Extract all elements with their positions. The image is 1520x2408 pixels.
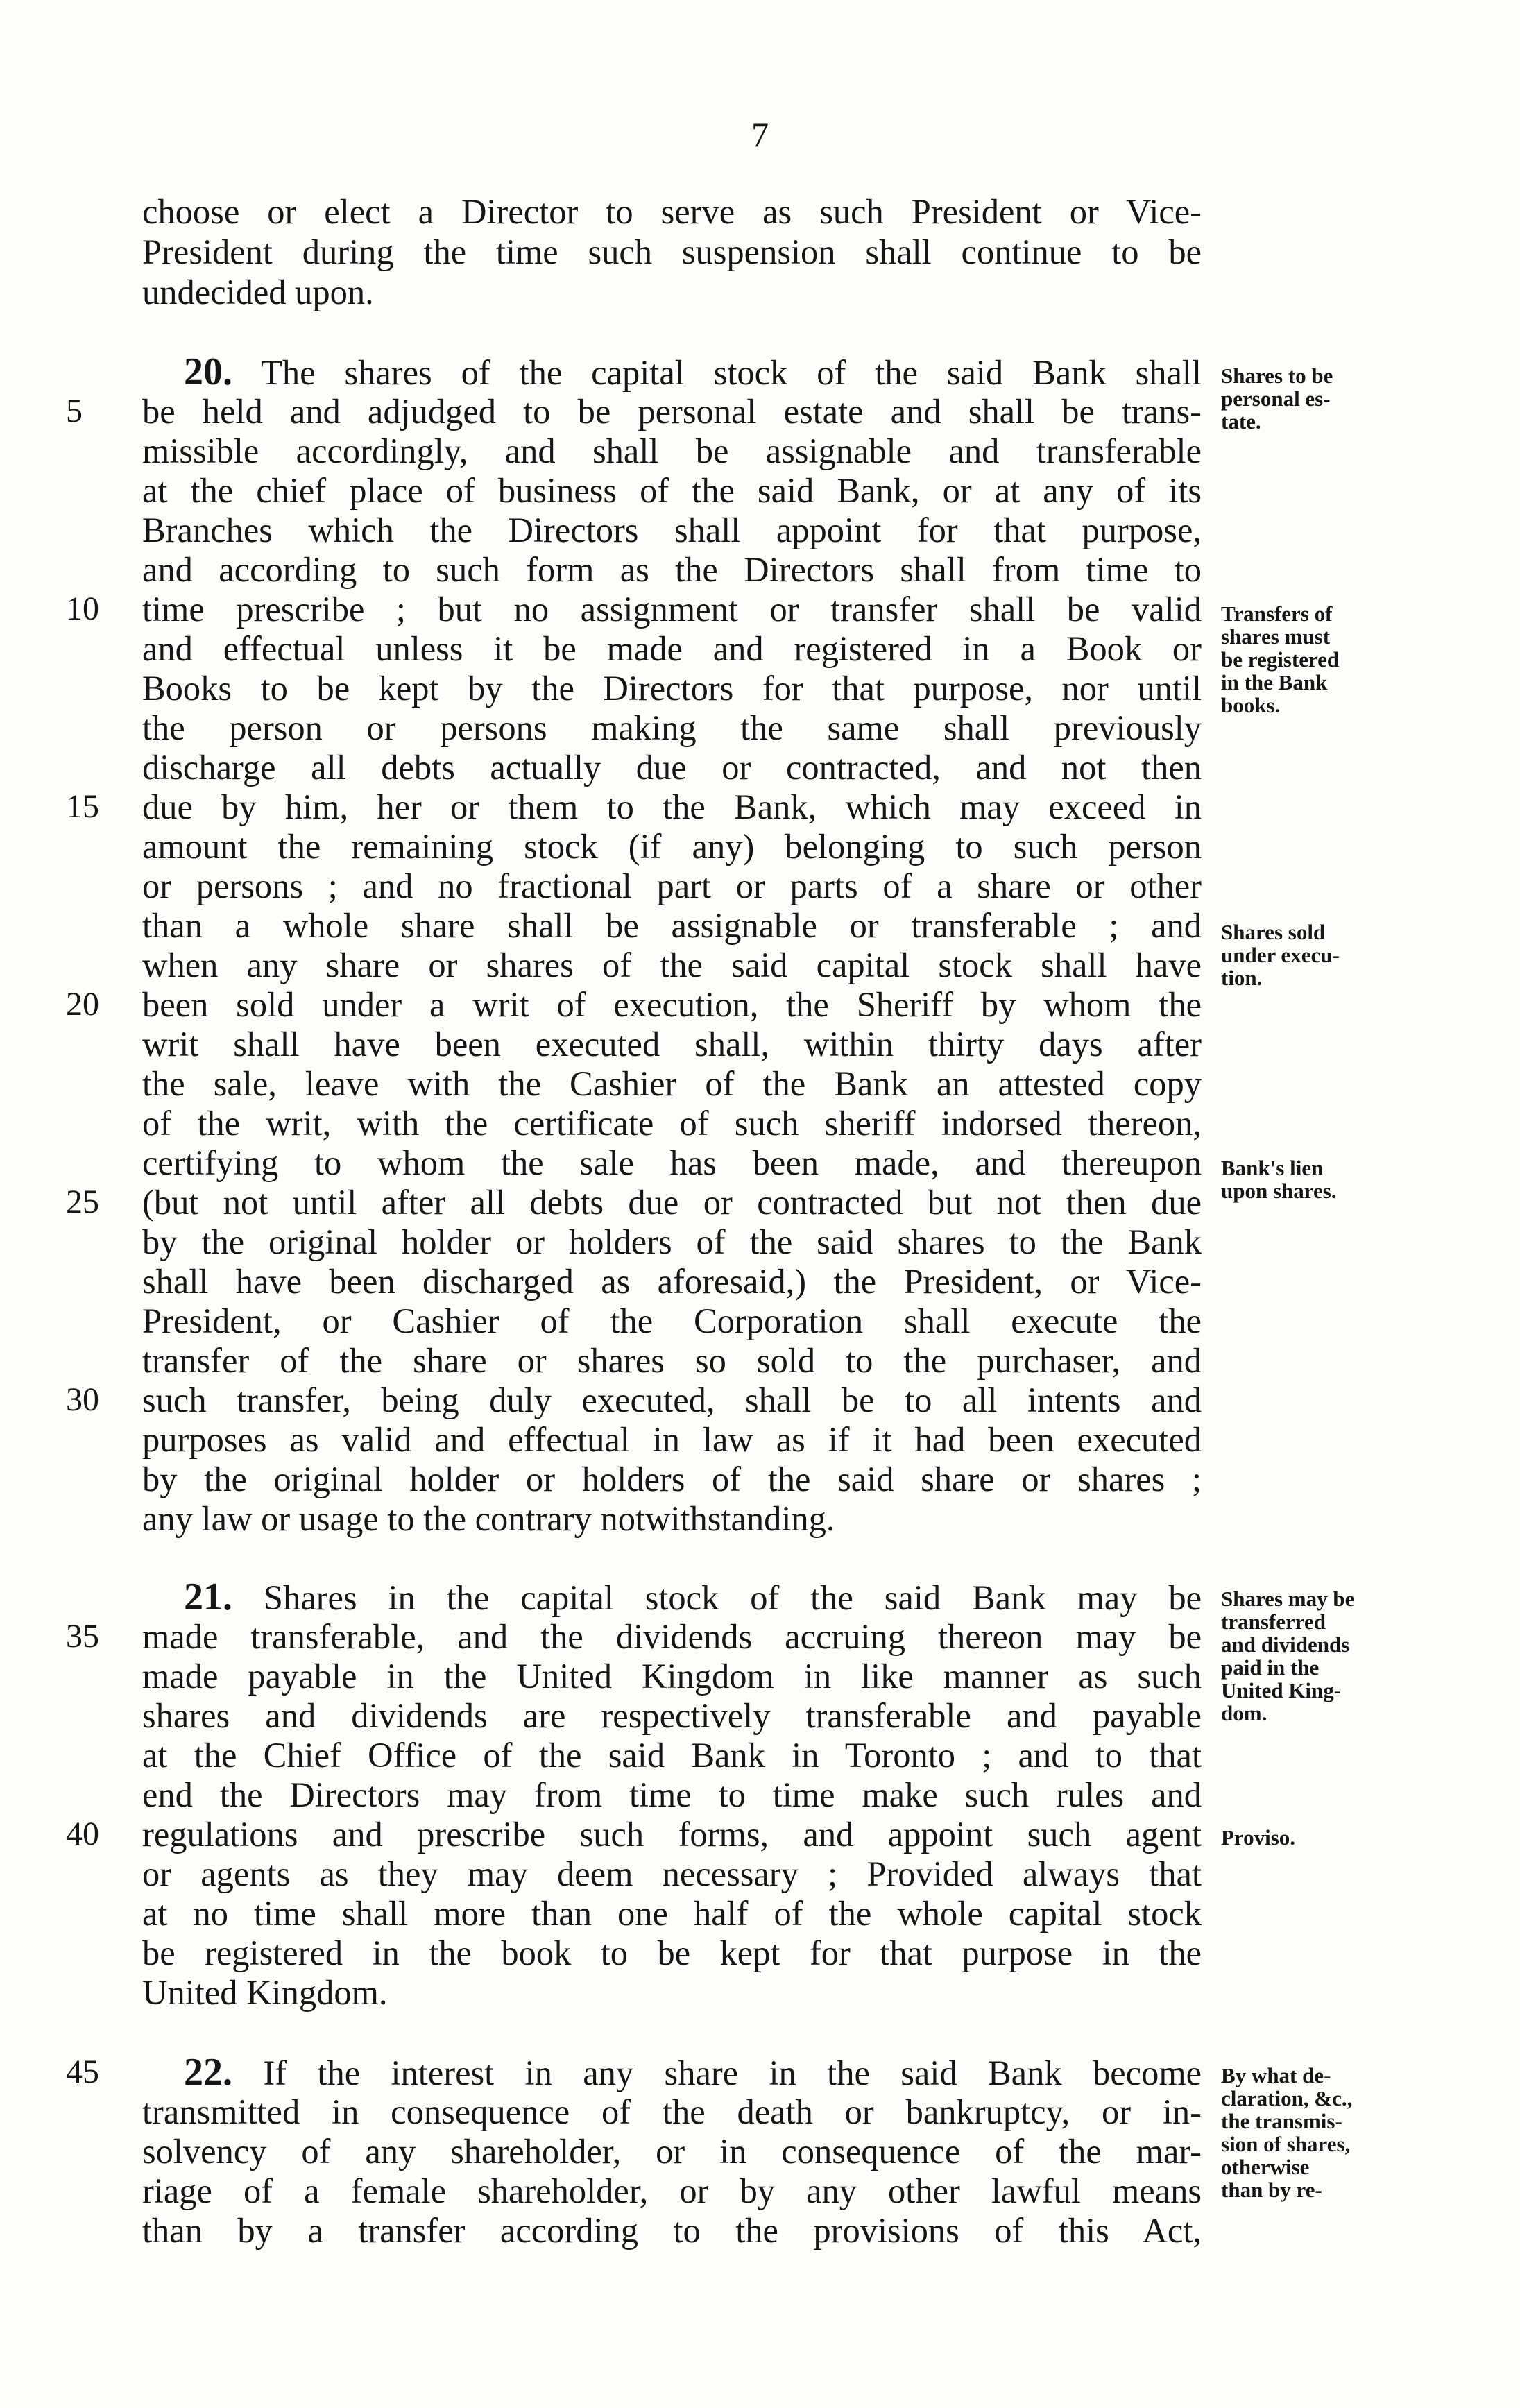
line-number: 15 [66, 788, 99, 825]
margin-note-shares-under-execution: Shares sold under execu- tion. [1221, 920, 1340, 990]
body-line-3: undecided upon. [142, 273, 374, 311]
body-line-26: by the original holder or holders of the said shares to the Bank [142, 1222, 1202, 1261]
body-line-41: or agents as they may deem necessary ; Provided always that [142, 1854, 1202, 1893]
line-number: 45 [66, 2053, 99, 2090]
body-line-22: the sale, leave with the Cashier of the Bank an attested copy [142, 1064, 1202, 1103]
body-line-1: choose or elect a Director to serve as such President or Vice- [142, 192, 1202, 231]
body-line-18: than a whole share shall be assignable or transferable ; and [142, 906, 1202, 945]
body-line-5: be held and adjudged to be personal estate and shall be trans- [142, 392, 1202, 431]
body-line-9: and according to such form as the Directors shall from time to [142, 550, 1202, 589]
line-number: 20 [66, 986, 99, 1023]
body-line-36: made payable in the United Kingdom in like manner as such [142, 1657, 1202, 1696]
body-line-45: 22. If the interest in any share in the said Bank become [184, 2051, 1202, 2094]
line-number: 35 [66, 1618, 99, 1655]
body-line-28: President, or Cashier of the Corporation shall execute the [142, 1301, 1202, 1340]
body-line-7: at the chief place of business of the said Bank, or at any of its [142, 471, 1202, 510]
body-line-42: at no time shall more than one half of the whole capital stock [142, 1894, 1202, 1933]
body-line-29: transfer of the share or shares so sold to the purchaser, and [142, 1341, 1202, 1380]
section-number-20: 20. [184, 350, 232, 393]
body-line-46: transmitted in consequence of the death or bankruptcy, or in- [142, 2092, 1202, 2131]
body-line-33: any law or usage to the contrary notwithstanding. [142, 1499, 835, 1538]
body-line-20: been sold under a writ of execution, the Sheriff by whom the [142, 985, 1202, 1024]
body-line-19: when any share or shares of the said capital stock shall have [142, 946, 1202, 984]
body-line-21: writ shall have been executed shall, within thirty days after [142, 1025, 1202, 1064]
body-line-14: discharge all debts actually due or contracted, and not then [142, 748, 1202, 787]
body-line-37: shares and dividends are respectively transferable and payable [142, 1696, 1202, 1735]
body-line-12: Books to be kept by the Directors for that purpose, nor until [142, 669, 1202, 708]
body-line-27: shall have been discharged as aforesaid,) the President, or Vice- [142, 1262, 1202, 1301]
body-line-11: and effectual unless it be made and registered in a Book or [142, 629, 1202, 668]
section-number-21: 21. [184, 1576, 232, 1619]
body-line-32: by the original holder or holders of the said share or shares ; [142, 1460, 1202, 1498]
body-line-23: of the writ, with the certificate of such sheriff indorsed thereon, [142, 1104, 1202, 1143]
body-line-43: be registered in the book to be kept for that purpose in the [142, 1933, 1202, 1972]
body-line-44: United Kingdom. [142, 1973, 388, 2012]
margin-note-transfers-registered: Transfers of shares must be registered in the Bank books. [1221, 601, 1340, 717]
body-line-13: the person or persons making the same shall previously [142, 708, 1202, 747]
margin-note-banks-lien: Bank's lien upon shares. [1221, 1156, 1337, 1203]
body-line-15: due by him, her or them to the Bank, which may exceed in [142, 787, 1202, 826]
body-line-25: (but not until after all debts due or contracted but not then due [142, 1183, 1202, 1222]
body-line-49: than by a transfer according to the provisions of this Act, [142, 2211, 1202, 2250]
line-number: 5 [66, 393, 83, 429]
body-line-39: end the Directors may from time to time make such rules and [142, 1775, 1202, 1814]
body-line-17: or persons ; and no fractional part or parts of a share or other [142, 866, 1202, 905]
body-line-47: solvency of any shareholder, or in consequence of the mar- [142, 2132, 1202, 2171]
body-line-35: made transferable, and the dividends accruing thereon may be [142, 1617, 1202, 1656]
section-number-22: 22. [184, 2051, 232, 2094]
page-number: 7 [751, 115, 769, 154]
body-line-16: amount the remaining stock (if any) belonging to such person [142, 827, 1202, 866]
body-line-10: time prescribe ; but no assignment or transfer shall be valid [142, 590, 1202, 629]
body-line-2: President during the time such suspension shall continue to be [142, 232, 1202, 271]
body-line-34: 21. Shares in the capital stock of the said Bank may be [184, 1576, 1202, 1619]
line-number: 10 [66, 590, 99, 627]
margin-note-shares-personal-estate: Shares to be personal es- tate. [1221, 364, 1333, 434]
margin-note-uk-transfer: Shares may be transferred and dividends paid in the United King- dom. [1221, 1587, 1355, 1725]
body-line-6: missible accordingly, and shall be assignable and transferable [142, 432, 1202, 470]
body-line-24: certifying to whom the sale has been made, and thereupon [142, 1143, 1202, 1182]
margin-note-transmission: By what de- claration, &c., the transmis- sion of shares, otherwise than by re- [1221, 2063, 1353, 2202]
body-line-8: Branches which the Directors shall appoint for that purpose, [142, 511, 1202, 549]
line-number: 25 [66, 1184, 99, 1220]
margin-note-proviso: Proviso. [1221, 1825, 1296, 1850]
body-line-4: 20. The shares of the capital stock of the said Bank shall [184, 350, 1202, 393]
body-line-40: regulations and prescribe such forms, and appoint such agent [142, 1815, 1202, 1854]
body-line-31: purposes as valid and effectual in law as if it had been executed [142, 1420, 1202, 1459]
body-line-30: such transfer, being duly executed, shall be to all intents and [142, 1381, 1202, 1419]
line-number: 40 [66, 1816, 99, 1852]
body-line-38: at the Chief Office of the said Bank in Toronto ; and to that [142, 1736, 1202, 1775]
body-line-48: riage of a female shareholder, or by any other lawful means [142, 2171, 1202, 2210]
line-number: 30 [66, 1381, 99, 1418]
